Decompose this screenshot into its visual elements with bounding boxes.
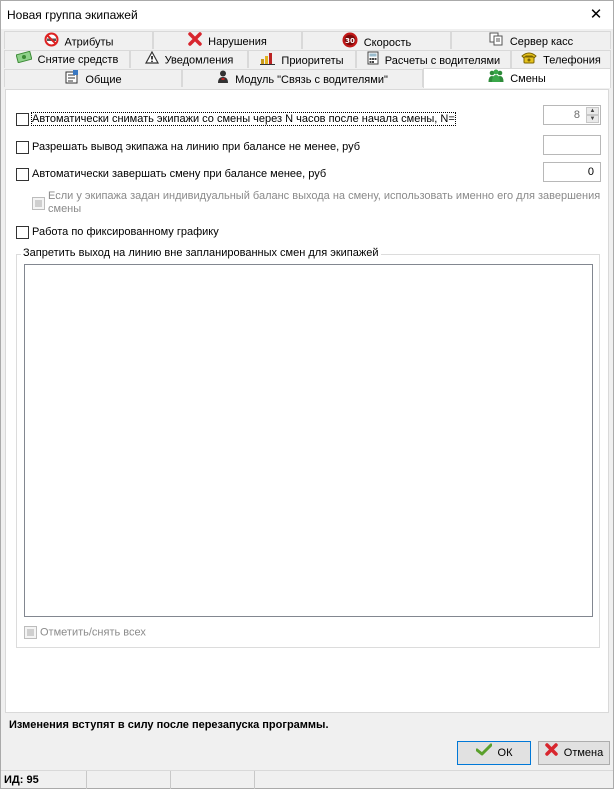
spin-up-icon[interactable]: ▲ [586,107,599,115]
forbid-shifts-group [16,247,600,648]
option-auto-finish[interactable] [16,167,326,183]
tab-violations[interactable] [153,31,302,49]
money-icon [16,51,32,69]
tab-label: Скорость [363,36,412,49]
spin-down-icon[interactable]: ▼ [586,115,599,123]
svg-text:30: 30 [344,37,355,45]
tab-label: Атрибуты [64,36,114,49]
settings-list-icon [64,70,79,90]
people-icon [488,69,504,89]
spinner-buttons[interactable] [586,107,599,123]
tab-label: Нарушения [208,35,267,48]
tab-label: Телефония [543,54,601,67]
restart-notice: Изменения вступят в силу после перезапуска программы. [9,719,329,731]
tab-speed[interactable] [302,31,451,49]
red-cross-icon [188,32,202,52]
tab-content-shifts [5,89,609,713]
auto-remove-hours-spinner[interactable] [543,105,601,125]
auto-finish-value: 0 [587,166,594,178]
tab-label: Смены [510,72,546,85]
auto-remove-checkbox[interactable] [16,113,29,126]
auto-remove-label: Автоматически снимать экипажи со смены через N часов после начала смены, N= [32,113,455,126]
auto-remove-hours-value: 8 [573,109,580,121]
allow-balance-checkbox[interactable] [16,141,29,154]
tab-driver-comms-module[interactable] [182,69,423,87]
close-button[interactable]: ✕ [589,6,603,23]
tab-label: Сервер касс [509,35,574,48]
warning-icon [145,51,159,70]
title-bar [1,1,613,29]
tab-withdrawal[interactable] [4,50,130,68]
tab-label: Расчеты с водителями [384,54,501,67]
tab-general[interactable] [4,69,182,87]
option-auto-remove[interactable] [16,112,455,128]
window-title: Новая группа экипажей [7,8,138,22]
allow-balance-input[interactable] [543,135,601,155]
fixed-schedule-label: Работа по фиксированному графику [32,226,219,239]
individual-balance-label: Если у экипажа задан индивидуальный баланс выхода на смену, использовать именно его для завершения смены [48,190,601,215]
fixed-schedule-checkbox[interactable] [16,226,29,239]
tab-shifts[interactable] [423,68,611,88]
chart-icon [260,51,275,71]
cancel-x-icon [545,742,558,764]
forbid-shifts-group-title: Запретить выход на линию вне запланированных смен для экипажей [23,247,379,259]
auto-finish-checkbox[interactable] [16,168,29,181]
cancel-button-label: Отмена [563,747,604,759]
option-fixed-schedule[interactable] [16,225,219,241]
ok-button-label: ОК [497,747,513,759]
tab-label: Общие [85,73,122,86]
select-all-label: Отметить/снять всех [40,626,146,639]
cancel-button[interactable] [538,741,610,765]
tab-label: Приоритеты [281,54,344,67]
individual-balance-checkbox[interactable] [32,197,45,210]
status-cell-2 [87,771,171,789]
auto-finish-label: Автоматически завершать смену при балансе менее, руб [32,168,327,181]
allow-balance-label: Разрешать вывод экипажа на линию при балансе не менее, руб [32,141,361,154]
tab-priorities[interactable] [248,50,356,68]
tab-attributes[interactable] [4,31,153,49]
auto-finish-input[interactable] [543,162,601,182]
tab-label: Снятие средств [37,53,119,66]
select-all-checkbox[interactable] [24,626,37,639]
crews-checklist[interactable] [24,264,593,617]
status-cell-3 [171,771,255,789]
checkmark-icon [476,742,492,764]
calculator-icon [367,51,379,71]
option-individual-balance[interactable] [32,190,602,216]
tab-driver-settlements[interactable] [356,50,511,68]
status-bar [1,770,613,788]
tab-cash-server[interactable] [451,31,611,49]
ok-button[interactable] [457,741,531,765]
record-id: ИД: 95 [1,771,87,789]
select-all-option[interactable] [24,626,146,639]
tab-telephony[interactable] [511,50,611,68]
tab-notifications[interactable] [130,50,248,68]
copy-docs-icon [489,32,504,52]
option-allow-balance[interactable] [16,140,360,156]
driver-icon [217,70,229,90]
tab-label: Уведомления [164,54,234,67]
tab-label: Модуль "Связь с водителями" [235,73,388,86]
